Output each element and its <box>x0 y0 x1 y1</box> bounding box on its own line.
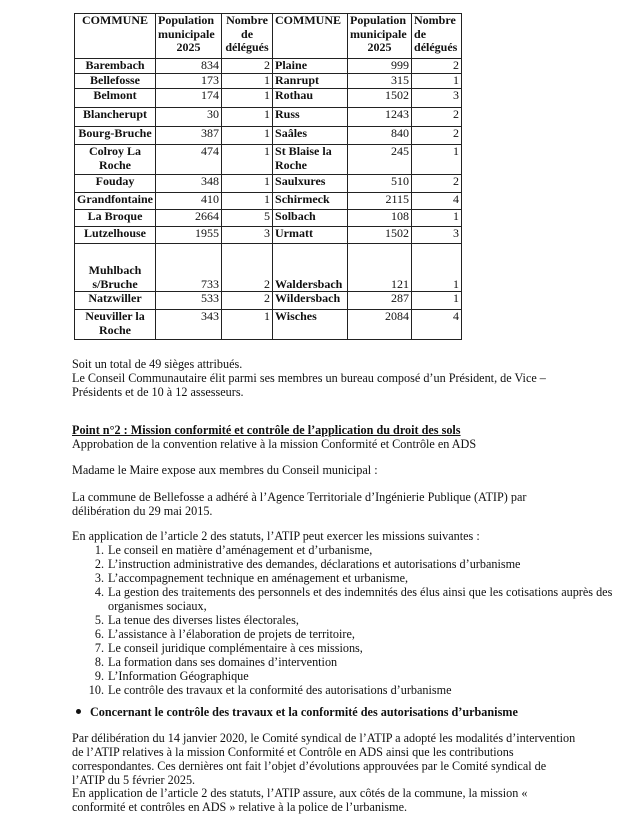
population-cell: 410 <box>156 193 222 210</box>
atip-membership-paragraph: La commune de Bellefosse a adhéré à l’Agence Territoriale d’Ingénierie Publique (ATIP) par délibération du 29 mai 2015. <box>72 490 527 518</box>
population-cell: 474 <box>156 145 222 175</box>
delegates-cell: 2 <box>412 108 462 127</box>
delegates-cell: 1 <box>222 310 273 340</box>
table-row <box>75 89 462 108</box>
bureau-composition-text: Le Conseil Communautaire élit parmi ses membres un bureau composé d’un Président, de Vice – Présidents et de 10 à 12 assesseurs. <box>72 371 546 399</box>
commune-name-cell: Wildersbach <box>273 292 348 310</box>
delegates-cell: 2 <box>222 59 273 74</box>
delegates-cell: 5 <box>222 210 273 227</box>
population-cell: 840 <box>348 127 412 145</box>
table-row <box>75 175 462 193</box>
mission-number: 5. <box>94 613 104 627</box>
mission-text: Le conseil en matière d’aménagement et d’urbanisme, <box>108 543 373 557</box>
delegates-cell: 1 <box>222 108 273 127</box>
mission-number: 3. <box>94 571 104 585</box>
commune-name-cell: Solbach <box>273 210 348 227</box>
population-cell: 30 <box>156 108 222 127</box>
commune-name-cell: Blancherupt <box>75 108 156 127</box>
delegates-cell: 2 <box>412 175 462 193</box>
mission-number: 10. <box>88 683 104 697</box>
commune-name-cell: St Blaise la Roche <box>273 145 348 175</box>
population-cell: 510 <box>348 175 412 193</box>
delegates-cell: 2 <box>412 127 462 145</box>
mission-item <box>94 641 618 655</box>
commune-name-cell: Natzwiller <box>75 292 156 310</box>
population-cell: 121 <box>348 244 412 292</box>
missions-list <box>72 543 618 697</box>
table-row <box>75 210 462 227</box>
delegates-cell: 4 <box>412 193 462 210</box>
deliberation-paragraph: Par délibération du 14 janvier 2020, le Comité syndical de l’ATIP a adopté les modalités d’intervention de l’ATIP relatives à la mission Conformité et Contrôle en ADS ainsi que les contributions correspondantes. Ces dernières ont fait l’objet d’évolutions approuvées par le Comité syndical de l’ATIP du 5 février 2025. <box>72 731 576 787</box>
delegates-cell: 1 <box>222 127 273 145</box>
header-population-left: Population municipale 2025 <box>156 14 222 59</box>
mission-text: L’assistance à l’élaboration de projets de territoire, <box>108 627 355 641</box>
table-row <box>75 310 462 340</box>
population-cell: 245 <box>348 145 412 175</box>
delegates-cell: 2 <box>412 59 462 74</box>
table-row <box>75 74 462 89</box>
commune-name-cell: Fouday <box>75 175 156 193</box>
mission-item <box>94 669 618 683</box>
table-row <box>75 193 462 210</box>
delegates-cell: 1 <box>412 210 462 227</box>
mission-text: La gestion des traitements des personnels et des indemnités des élus ainsi que les cotisations auprès des organismes sociaux, <box>108 585 613 613</box>
delegates-cell: 3 <box>412 89 462 108</box>
commune-name-cell: Bourg-Bruche <box>75 127 156 145</box>
delegates-cell: 1 <box>222 193 273 210</box>
population-cell: 173 <box>156 74 222 89</box>
mission-text: La formation dans ses domaines d’intervention <box>108 655 338 669</box>
header-delegates-left: Nombre de délégués <box>222 14 273 59</box>
mission-item <box>94 613 618 627</box>
mission-number: 8. <box>94 655 104 669</box>
mission-item <box>94 627 618 641</box>
commune-name-cell: Ranrupt <box>273 74 348 89</box>
header-commune-left: COMMUNE <box>75 14 156 59</box>
mission-text: L’Information Géographique <box>108 669 249 683</box>
delegates-cell: 1 <box>412 292 462 310</box>
commune-name-cell: Colroy La Roche <box>75 145 156 175</box>
commune-name-cell: Rothau <box>273 89 348 108</box>
commune-name-cell: La Broque <box>75 210 156 227</box>
total-seats-text: Soit un total de 49 sièges attribués. <box>72 357 243 371</box>
table-row <box>75 59 462 74</box>
commune-name-cell: Belmont <box>75 89 156 108</box>
population-cell: 1502 <box>348 89 412 108</box>
mission-text: Le conseil juridique complémentaire à ces missions, <box>108 641 363 655</box>
mission-text: La tenue des diverses listes électorales, <box>108 613 299 627</box>
delegates-cell: 3 <box>412 227 462 244</box>
mission-item <box>88 683 618 697</box>
population-cell: 999 <box>348 59 412 74</box>
mission-item <box>94 543 618 557</box>
commune-name-cell: Grandfontaine <box>75 193 156 210</box>
population-cell: 287 <box>348 292 412 310</box>
population-cell: 108 <box>348 210 412 227</box>
delegates-cell: 1 <box>222 74 273 89</box>
table-row <box>75 145 462 175</box>
population-cell: 733 <box>156 244 222 292</box>
delegates-cell: 1 <box>222 89 273 108</box>
population-cell: 174 <box>156 89 222 108</box>
mission-item <box>94 571 618 585</box>
table-row <box>75 108 462 127</box>
table-row <box>75 292 462 310</box>
population-cell: 2664 <box>156 210 222 227</box>
population-cell: 315 <box>348 74 412 89</box>
commune-name-cell: Plaine <box>273 59 348 74</box>
point2-subtitle: Approbation de la convention relative à la mission Conformité et Contrôle en ADS <box>72 437 477 451</box>
commune-name-cell: Barembach <box>75 59 156 74</box>
mission-number: 1. <box>94 543 104 557</box>
bullet-heading: Concernant le contrôle des travaux et la conformité des autorisations d’urbanisme <box>90 705 570 719</box>
delegates-cell: 2 <box>222 244 273 292</box>
commune-name-cell: Muhlbach s/Bruche <box>75 244 156 292</box>
population-cell: 2115 <box>348 193 412 210</box>
police-urbanisme-paragraph: En application de l’article 2 des statuts, l’ATIP assure, aux côtés de la commune, la mission « conformité et contrôles en ADS » relative à la police de l’urbanisme. <box>72 786 528 814</box>
population-cell: 348 <box>156 175 222 193</box>
table-header-row <box>75 14 462 59</box>
mission-text: L’accompagnement technique en aménagement et urbanisme, <box>108 571 409 585</box>
commune-name-cell: Russ <box>273 108 348 127</box>
population-cell: 1502 <box>348 227 412 244</box>
mission-item <box>94 655 618 669</box>
missions-intro-text: En application de l’article 2 des statuts, l’ATIP peut exercer les missions suivantes : <box>72 529 480 543</box>
mission-number: 9. <box>94 669 104 683</box>
commune-name-cell: Neuviller la Roche <box>75 310 156 340</box>
delegates-cell: 1 <box>412 244 462 292</box>
point2-heading: Point n°2 : Mission conformité et contrôle de l’application du droit des sols <box>72 423 461 437</box>
mayor-intro-text: Madame le Maire expose aux membres du Conseil municipal : <box>72 463 378 477</box>
table-row <box>75 244 462 292</box>
population-cell: 1243 <box>348 108 412 127</box>
mission-number: 4. <box>94 585 104 599</box>
header-commune-right: COMMUNE <box>273 14 348 59</box>
communes-delegates-table <box>74 13 462 340</box>
table-row <box>75 227 462 244</box>
population-cell: 834 <box>156 59 222 74</box>
population-cell: 2084 <box>348 310 412 340</box>
mission-item <box>94 585 618 613</box>
commune-name-cell: Waldersbach <box>273 244 348 292</box>
population-cell: 387 <box>156 127 222 145</box>
delegates-cell: 4 <box>412 310 462 340</box>
delegates-cell: 3 <box>222 227 273 244</box>
delegates-cell: 1 <box>222 175 273 193</box>
bullet-icon <box>76 709 81 714</box>
population-cell: 533 <box>156 292 222 310</box>
delegates-cell: 1 <box>222 145 273 175</box>
header-population-right: Population municipale 2025 <box>348 14 412 59</box>
population-cell: 1955 <box>156 227 222 244</box>
population-cell: 343 <box>156 310 222 340</box>
commune-name-cell: Saulxures <box>273 175 348 193</box>
mission-text: Le contrôle des travaux et la conformité des autorisations d’urbanisme <box>108 683 452 697</box>
mission-item <box>94 557 618 571</box>
commune-name-cell: Lutzelhouse <box>75 227 156 244</box>
mission-text: L’instruction administrative des demandes, déclarations et autorisations d’urbanisme <box>108 557 521 571</box>
mission-number: 2. <box>94 557 104 571</box>
commune-name-cell: Saâles <box>273 127 348 145</box>
mission-number: 6. <box>94 627 104 641</box>
commune-name-cell: Bellefosse <box>75 74 156 89</box>
mission-number: 7. <box>94 641 104 655</box>
delegates-cell: 1 <box>412 145 462 175</box>
delegates-cell: 1 <box>412 74 462 89</box>
commune-name-cell: Wisches <box>273 310 348 340</box>
header-delegates-right: Nombre de délégués <box>412 14 462 59</box>
commune-name-cell: Schirmeck <box>273 193 348 210</box>
commune-name-cell: Urmatt <box>273 227 348 244</box>
delegates-cell: 2 <box>222 292 273 310</box>
table-row <box>75 127 462 145</box>
